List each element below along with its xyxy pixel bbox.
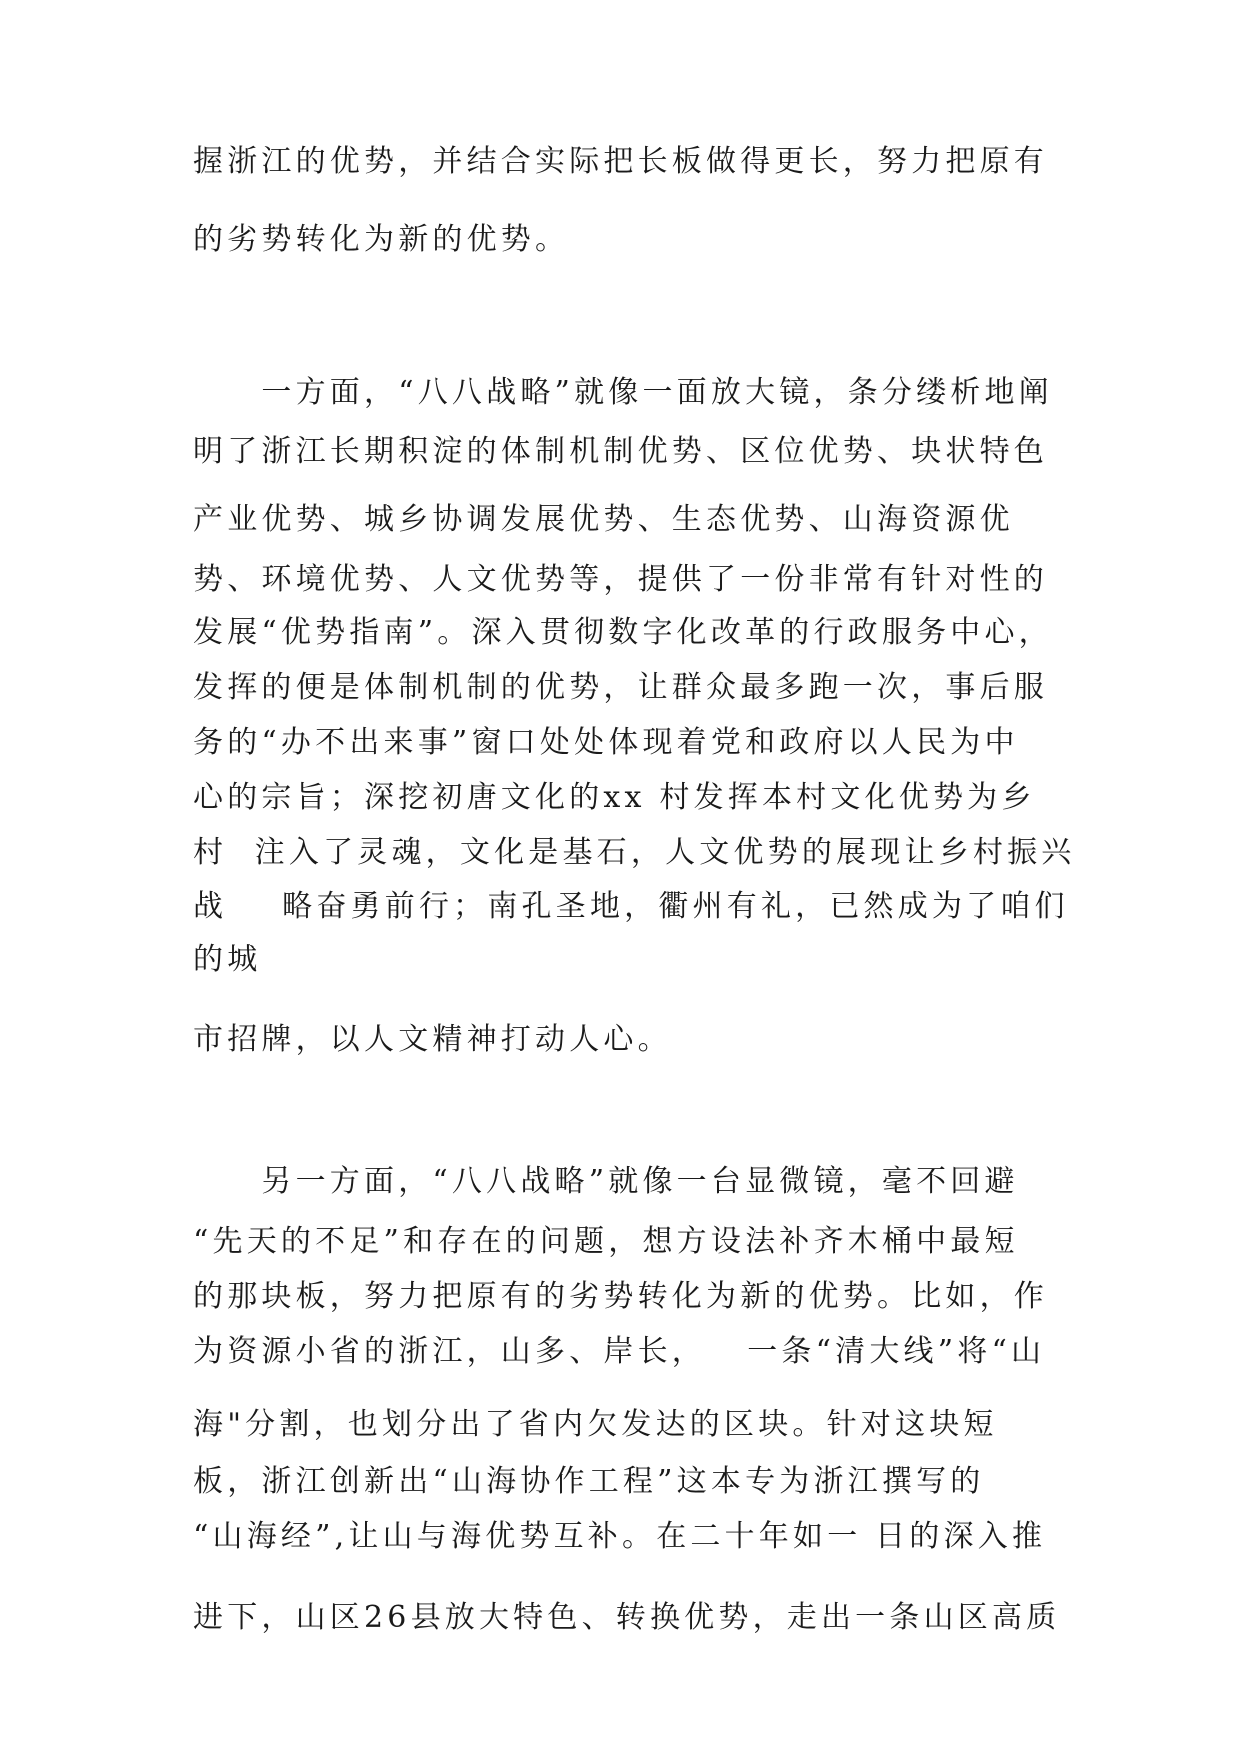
text-line-5: 产业优势、城乡协调发展优势、生态优势、山海资源优: [193, 502, 1014, 537]
text-line-16: “先天的不足”和存在的问题，想方设法补齐木桶中最短: [193, 1224, 1019, 1259]
text-line-14: 市招牌，以人文精神打动人心。: [193, 1022, 672, 1057]
text-line-15: 另一方面，“八八战略”就像一台显微镜，毫不回避: [193, 1164, 1019, 1199]
text-line-1: 握浙江的优势，并结合实际把长板做得更长，努力把原有: [193, 144, 1048, 179]
text-line-19: 海"分割，也划分出了省内欠发达的区块。针对这块短: [193, 1407, 998, 1442]
text-line-12: 战 略奋勇前行；南孔圣地，衢州有礼，已然成为了咱们: [193, 889, 1069, 924]
text-line-3: 一方面，“八八战略”就像一面放大镜，条分缕析地阐: [193, 375, 1053, 410]
text-line-8: 发挥的便是体制机制的优势，让群众最多跑一次，事后服: [193, 670, 1048, 705]
text-line-21: “山海经”,让山与海优势互补。在二十年如一 日的深入推: [193, 1519, 1047, 1554]
text-line-17: 的那块板，努力把原有的劣势转化为新的优势。比如，作: [193, 1279, 1048, 1314]
text-line-2: 的劣势转化为新的优势。: [193, 222, 570, 257]
text-line-18: 为资源小省的浙江，山多、岸长， 一条“清大线”将“山: [193, 1334, 1046, 1369]
text-line-10: 心的宗旨；深挖初唐文化的xx 村发挥本村文化优势为乡: [193, 780, 1036, 815]
text-line-4: 明了浙江长期积淀的体制机制优势、区位优势、块状特色: [193, 434, 1048, 469]
text-line-20: 板，浙江创新出“山海协作工程”这本专为浙江撰写的: [193, 1464, 985, 1499]
text-line-6: 势、环境优势、人文优势等，提供了一份非常有针对性的: [193, 562, 1048, 597]
text-line-7: 发展“优势指南”。深入贯彻数字化改革的行政服务中心，: [193, 615, 1053, 650]
text-line-13: 的城: [193, 942, 262, 977]
text-line-11: 村 注入了灵魂，文化是基石，人文优势的展现让乡村振兴: [193, 835, 1076, 870]
text-line-9: 务的“办不出来事”窗口处处体现着党和政府以人民为中: [193, 725, 1019, 760]
text-line-22: 进下，山区26县放大特色、转换优势，走出一条山区高质: [193, 1600, 1061, 1635]
